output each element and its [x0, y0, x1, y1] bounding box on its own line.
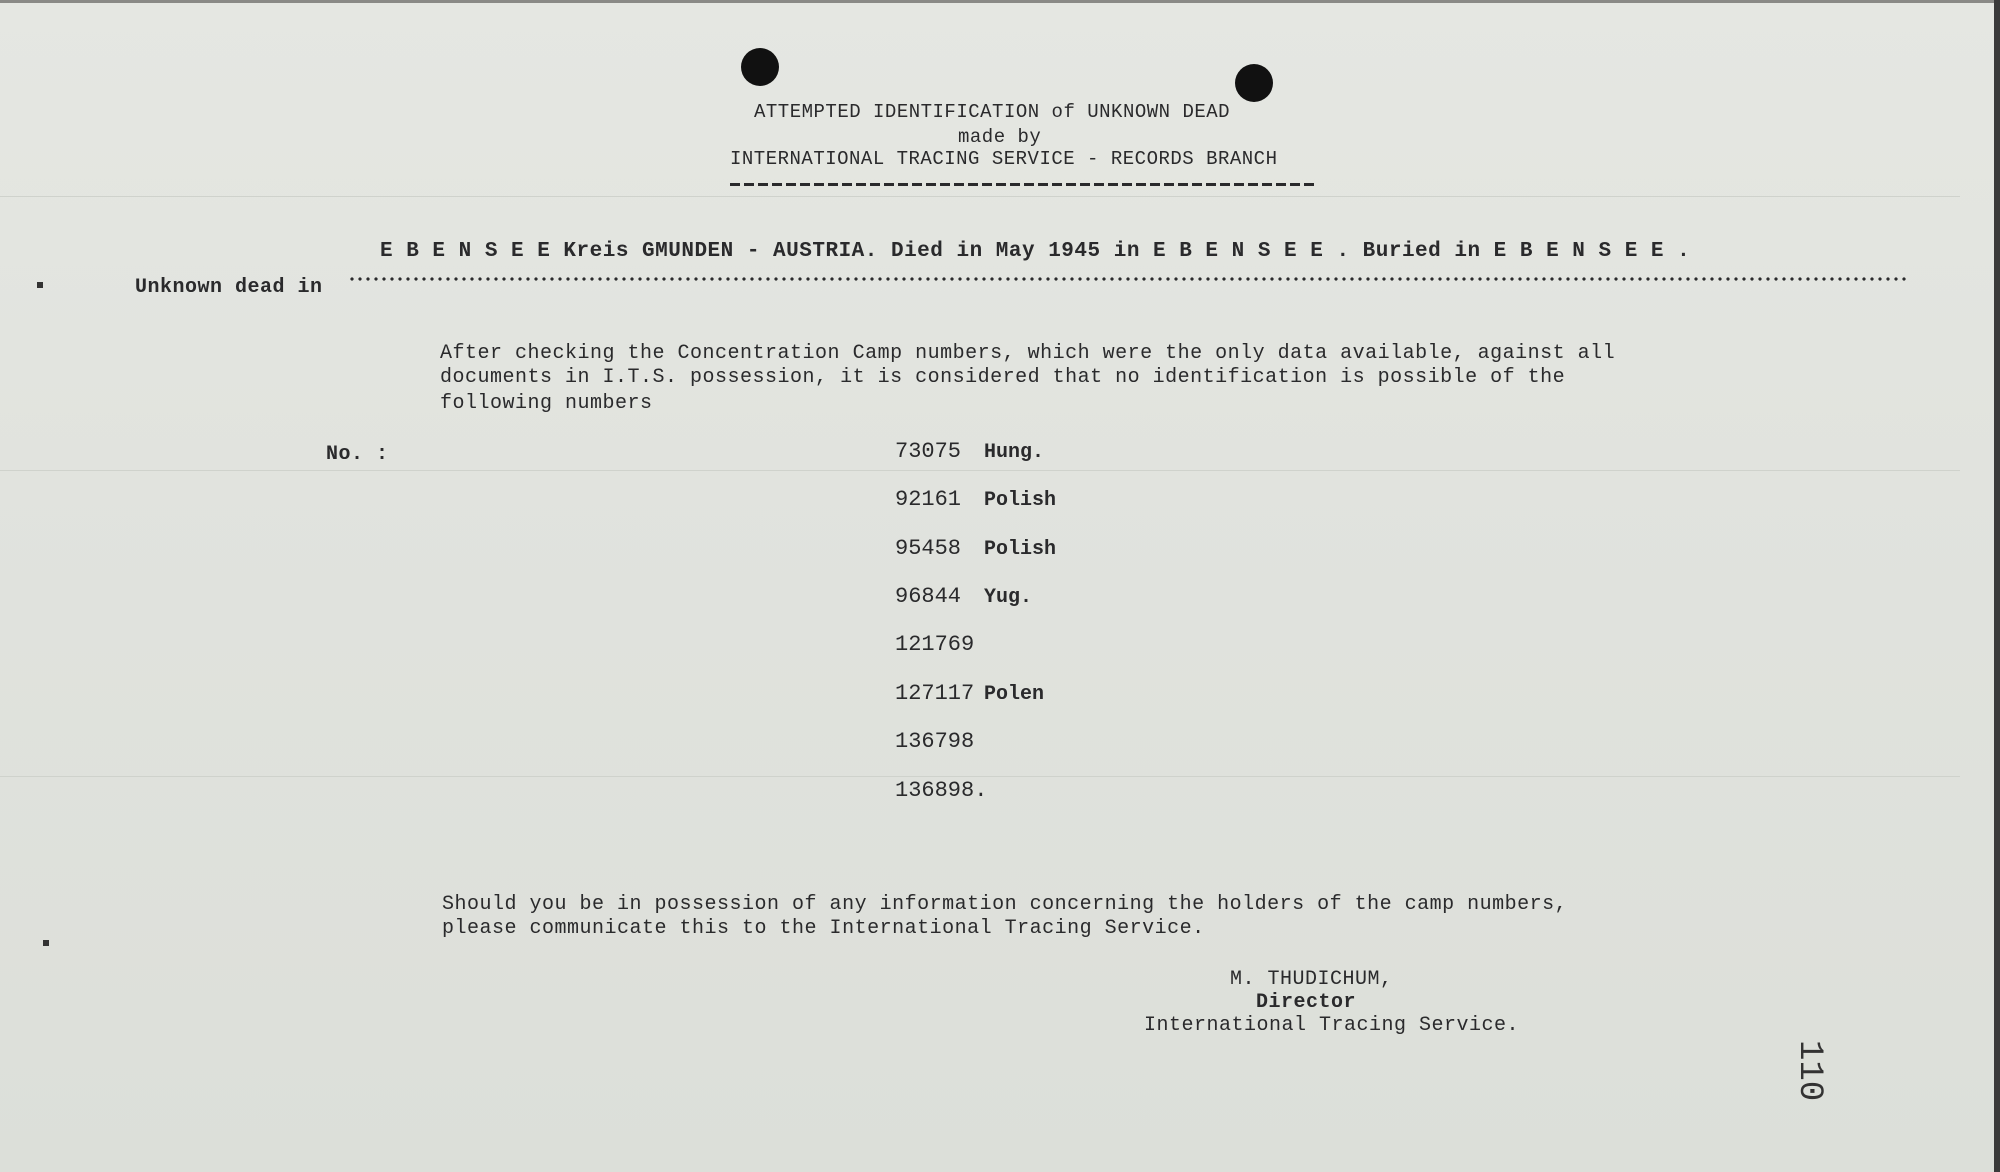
nationality: Hung. — [984, 441, 1045, 464]
body-line-2: documents in I.T.S. possession, it is considered that no identification is possible of the — [440, 366, 1566, 389]
camp-number: 96844 — [895, 584, 962, 609]
header-line-2: made by — [958, 126, 1042, 148]
dotted-line — [348, 277, 1908, 281]
margin-mark — [43, 940, 49, 946]
camp-number: 136798 — [895, 729, 975, 754]
punch-hole-left — [741, 48, 779, 86]
header-line-1: ATTEMPTED IDENTIFICATION of UNKNOWN DEAD — [754, 101, 1231, 123]
body-line-3: following numbers — [440, 392, 653, 415]
camp-number: 92161 — [895, 487, 962, 512]
numbers-label: No. : — [326, 443, 389, 466]
faint-line — [0, 196, 1960, 197]
location-text: E B E N S E E Kreis GMUNDEN - AUSTRIA. Died in May 1945 in E B E N S E E . Buried in E B E N S E E . — [380, 240, 1691, 263]
nationality: Polish — [984, 538, 1057, 561]
signatory-title: Director — [1256, 991, 1357, 1014]
nationality: Yug. — [984, 586, 1033, 609]
header-underline — [730, 183, 1316, 186]
signatory-organization: International Tracing Service. — [1144, 1014, 1520, 1037]
faint-line — [0, 776, 1960, 777]
camp-number: 136898. — [895, 778, 988, 803]
top-edge — [0, 0, 2000, 3]
nationality: Polish — [984, 489, 1057, 512]
page-number: 110 — [1790, 1040, 1828, 1102]
closing-line-2: please communicate this to the International Tracing Service. — [442, 917, 1205, 940]
camp-number: 121769 — [895, 632, 975, 657]
camp-number: 127117 — [895, 681, 975, 706]
faint-line — [0, 470, 1960, 471]
right-edge — [1994, 0, 2000, 1172]
unknown-dead-label: Unknown dead in — [135, 276, 323, 299]
body-line-1: After checking the Concentration Camp numbers, which were the only data available, against all — [440, 342, 1616, 365]
camp-number: 95458 — [895, 536, 962, 561]
header-line-3: INTERNATIONAL TRACING SERVICE - RECORDS BRANCH — [730, 148, 1278, 170]
punch-hole-right — [1235, 64, 1273, 102]
closing-line-1: Should you be in possession of any information concerning the holders of the camp numbers, — [442, 893, 1568, 916]
signatory-name: M. THUDICHUM, — [1230, 968, 1393, 991]
margin-mark — [37, 282, 43, 288]
camp-number: 73075 — [895, 439, 962, 464]
nationality: Polen — [984, 683, 1045, 706]
